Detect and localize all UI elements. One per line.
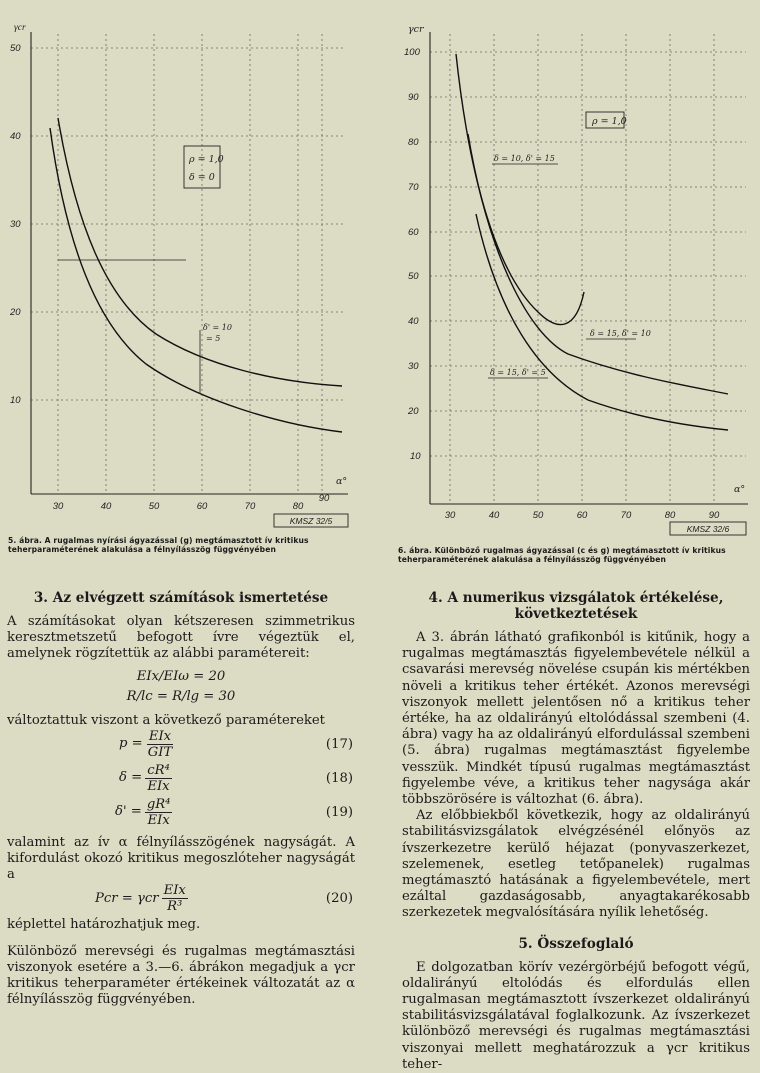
y-tick: 70 <box>408 182 419 193</box>
numerator: EIx <box>148 728 172 744</box>
curve-1 <box>456 54 584 325</box>
figure-5-chart <box>6 14 354 534</box>
legend-delta: δ = 0 <box>189 172 215 183</box>
equation-b <box>7 689 355 707</box>
stamp-label: KMSZ 32/5 <box>289 516 333 526</box>
y-tick: 40 <box>10 131 21 142</box>
equation-19 <box>7 797 355 831</box>
denominator: R³ <box>167 899 183 915</box>
y-tick: 50 <box>10 43 21 54</box>
x-axis-label: α° <box>336 476 348 487</box>
paragraph: képlettel határozhatjuk meg. <box>7 917 201 933</box>
paragraph: A 3. ábrán látható grafikonból is kitűnik, hogy a rugalmas megtámasztás figyelembevétele nélkül a csavarási merevség növelése csupán kis mértékben növeli a kritikus teher értékét. Azonos merevségi viszonyok mellett jelentősen nő a kritikus teher értéke, ha az oldalirányú eltolódással szembeni (4. ábra) vagy ha az oldalirányú elfordulással szembeni (5. ábra) rugalmas megtámasztást figyelembe vesszük. Mindkét típusú rugalmas megtámasztást figyelembe véve, a kritikus teher nagysága akár többszörösére is változhat (6. ábra). <box>402 630 750 808</box>
equation-lhs: δ = <box>119 770 143 786</box>
curve-2 <box>468 134 728 394</box>
x-tick: 30 <box>52 501 64 512</box>
equation-lhs: p = <box>119 736 143 752</box>
equation-a <box>7 669 355 687</box>
y-tick: 100 <box>404 47 420 58</box>
x-axis-label: α° <box>734 484 746 495</box>
section-5-heading: 5. Összefoglaló <box>518 935 634 952</box>
curve-label-upper: δ' = 10 <box>203 323 232 332</box>
denominator: GIT <box>147 744 173 760</box>
paragraph: változtattuk viszont a következő paramétereket <box>7 712 325 728</box>
x-tick: 40 <box>100 501 112 512</box>
paragraph: Különböző merevségi és rugalmas megtámasztási viszonyok esetére a 3.—6. ábrákon megadjuk a γcr kritikus teherparaméter értékeinek változatát az α félnyílásszög függvényében. <box>7 943 355 1008</box>
y-tick: 40 <box>408 316 419 327</box>
equation-number: (19) <box>325 804 353 820</box>
x-tick: 90 <box>318 493 330 504</box>
curve-3 <box>476 214 728 430</box>
denominator: EIx <box>147 812 170 828</box>
curve-label-3: δ = 15, δ' = 5 <box>490 368 546 377</box>
x-tick: 50 <box>532 510 544 521</box>
equation-lhs: Pcr = γcr <box>95 890 159 906</box>
x-tick: 80 <box>664 510 676 521</box>
equation-text: R/lc = R/lg = 30 <box>126 688 236 704</box>
y-tick: 20 <box>408 406 419 417</box>
legend-rho: ρ = 1,0 <box>189 154 224 165</box>
paragraph: E dolgozatban körív vezérgörbéjű befogott végű, oldalirányú eltolódás és elfordulás ellen rugalmasan megtámasztott ívszerkezet oldalirányú stabilitásvizsgálatával foglalkozunk. Az ívszerkezet különböző merevségi és rugalmas megtámasztási viszonyai mellett meghatározzuk a γcr kritikus teher- <box>402 959 750 1072</box>
x-tick: 90 <box>708 510 720 521</box>
y-tick: 90 <box>408 92 419 103</box>
curve-label-2: δ = 15, δ' = 10 <box>590 329 651 338</box>
x-tick: 60 <box>196 501 208 512</box>
y-tick: 30 <box>10 219 21 230</box>
y-tick: 50 <box>408 271 419 282</box>
y-tick: 10 <box>410 451 421 462</box>
stamp-label: KMSZ 32/6 <box>686 524 730 534</box>
numerator: gR⁴ <box>146 796 171 812</box>
x-tick: 50 <box>148 501 160 512</box>
equation-20 <box>7 883 355 917</box>
denominator: EIx <box>147 778 170 794</box>
equation-18 <box>7 763 355 797</box>
equation-lhs: δ' = <box>115 804 142 820</box>
equation-text: EIx/EIω = 20 <box>136 668 226 684</box>
equation-number: (20) <box>325 891 353 907</box>
x-tick: 70 <box>244 501 256 512</box>
curve-label-1: δ = 10, δ' = 15 <box>494 154 555 163</box>
figure-6-caption: 6. ábra. Különböző rugalmas ágyazással (c és g) megtámasztott ív kritikus teherparaméterének alakulása a félnyílásszög függvényében <box>398 546 726 564</box>
equation-number: (18) <box>325 770 353 786</box>
right-column <box>402 590 750 1073</box>
figure-6-x-ticks <box>445 510 720 521</box>
numerator: EIx <box>163 883 186 899</box>
y-tick: 20 <box>10 307 21 318</box>
y-axis-label: γcr <box>14 23 26 33</box>
legend-rho: ρ = 1,0 <box>592 116 627 127</box>
y-axis-label: γcr <box>408 24 424 35</box>
figure-6-chart <box>398 14 754 544</box>
numerator: cR⁴ <box>147 762 170 778</box>
paragraph: Az előbbiekből következik, hogy az oldalirányú stabilitásvizsgálatok elvégzésénél előnyös az ívszerkezetre kerülő héjazat (ponyvaszerkezet, szelemenek, esetleg tetőpanelek) rugalmas megtámasztó hatásának a figyelembevétele, mert ezáltal gazdaságosabb, anyagtakarékosabb szerkezetek megvalósítására nyílik lehetőség. <box>402 808 750 921</box>
x-tick: 70 <box>620 510 632 521</box>
x-tick: 40 <box>488 510 500 521</box>
y-tick: 80 <box>408 137 419 148</box>
equation-number: (17) <box>325 736 353 752</box>
figure-5-y-ticks <box>9 43 21 406</box>
equation-17 <box>7 729 355 763</box>
figure-5 <box>6 14 354 534</box>
paragraph: A számításokat olyan kétszeresen szimmetrikus keresztmetszetű befogott ívre végeztük el, amelynek rögzítettük az alábbi paramétereit: <box>7 614 355 662</box>
left-column <box>7 590 355 1008</box>
section-4-heading: 4. A numerikus vizsgálatok értékelése, következtetések <box>428 590 724 622</box>
x-tick: 60 <box>576 510 588 521</box>
figure-5-x-ticks <box>53 493 330 512</box>
y-tick: 60 <box>408 227 419 238</box>
figure-6-y-ticks <box>404 47 421 462</box>
y-tick: 30 <box>408 361 419 372</box>
paragraph: valamint az ív α félnyílásszögének nagyságát. A kifordulást okozó kritikus megoszlóteher nagyságát a <box>7 834 355 883</box>
curve-label-lower: = 5 <box>206 334 221 343</box>
figure-5-caption: 5. ábra. A rugalmas nyírási ágyazással (g) megtámasztott ív kritikus teherparaméterének alakulása a félnyílásszög függvényében <box>8 536 309 554</box>
y-tick: 10 <box>10 395 21 406</box>
x-tick: 30 <box>444 510 456 521</box>
figure-6 <box>398 14 754 544</box>
x-tick: 80 <box>292 501 304 512</box>
section-3-heading: 3. Az elvégzett számítások ismertetése <box>33 590 329 606</box>
